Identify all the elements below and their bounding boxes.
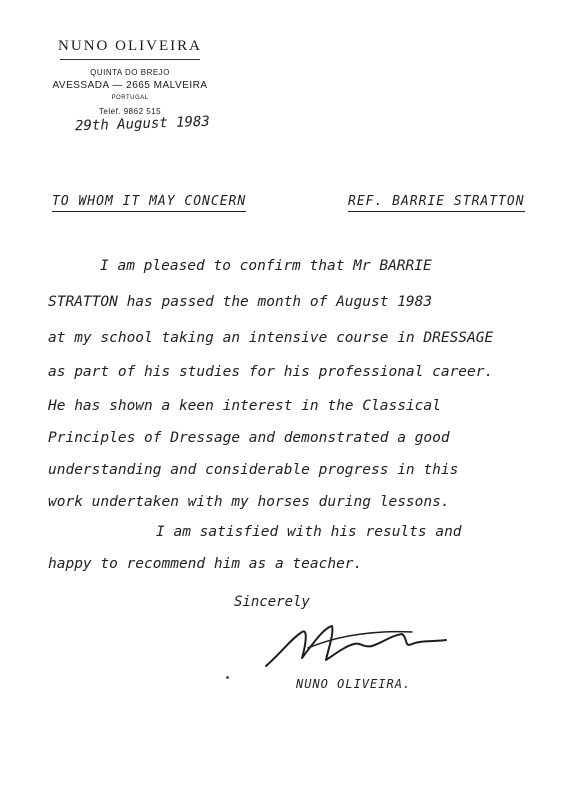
body-line: I am satisfied with his results and bbox=[156, 524, 462, 540]
letterhead-address: AVESSADA — 2665 MALVEIRA bbox=[52, 80, 208, 91]
body-line: I am pleased to confirm that Mr BARRIE bbox=[100, 258, 432, 274]
heading-reference: REF. BARRIE STRATTON bbox=[348, 194, 525, 212]
letterhead-divider bbox=[60, 59, 200, 60]
ink-dot bbox=[226, 676, 229, 679]
letterhead-name: NUNO OLIVEIRA bbox=[58, 38, 202, 54]
body-line: as part of his studies for his professional career. bbox=[48, 364, 494, 380]
heading-to-whom: TO WHOM IT MAY CONCERN bbox=[52, 194, 246, 212]
body-line: He has shown a keen interest in the Classical bbox=[48, 398, 441, 414]
body-line: Principles of Dressage and demonstrated a good bbox=[48, 430, 450, 446]
letter-date: 29th August 1983 bbox=[74, 113, 211, 135]
letterhead bbox=[30, 38, 230, 118]
body-line: happy to recommend him as a teacher. bbox=[48, 556, 363, 572]
handwritten-signature bbox=[262, 618, 462, 674]
body-line: work undertaken with my horses during lessons. bbox=[48, 494, 450, 510]
printed-signature-name: NUNO OLIVEIRA. bbox=[296, 677, 412, 691]
body-line: understanding and considerable progress in this bbox=[48, 462, 459, 478]
letterhead-country: PORTUGAL bbox=[111, 95, 149, 101]
letterhead-phone: Telef. 9862 515 bbox=[98, 107, 162, 116]
letterhead-estate: QUINTA DO BREJO bbox=[90, 68, 170, 77]
body-line: STRATTON has passed the month of August 1983 bbox=[48, 294, 433, 310]
body-line: at my school taking an intensive course in DRESSAGE bbox=[48, 330, 494, 346]
closing-sincerely: Sincerely bbox=[234, 594, 310, 610]
